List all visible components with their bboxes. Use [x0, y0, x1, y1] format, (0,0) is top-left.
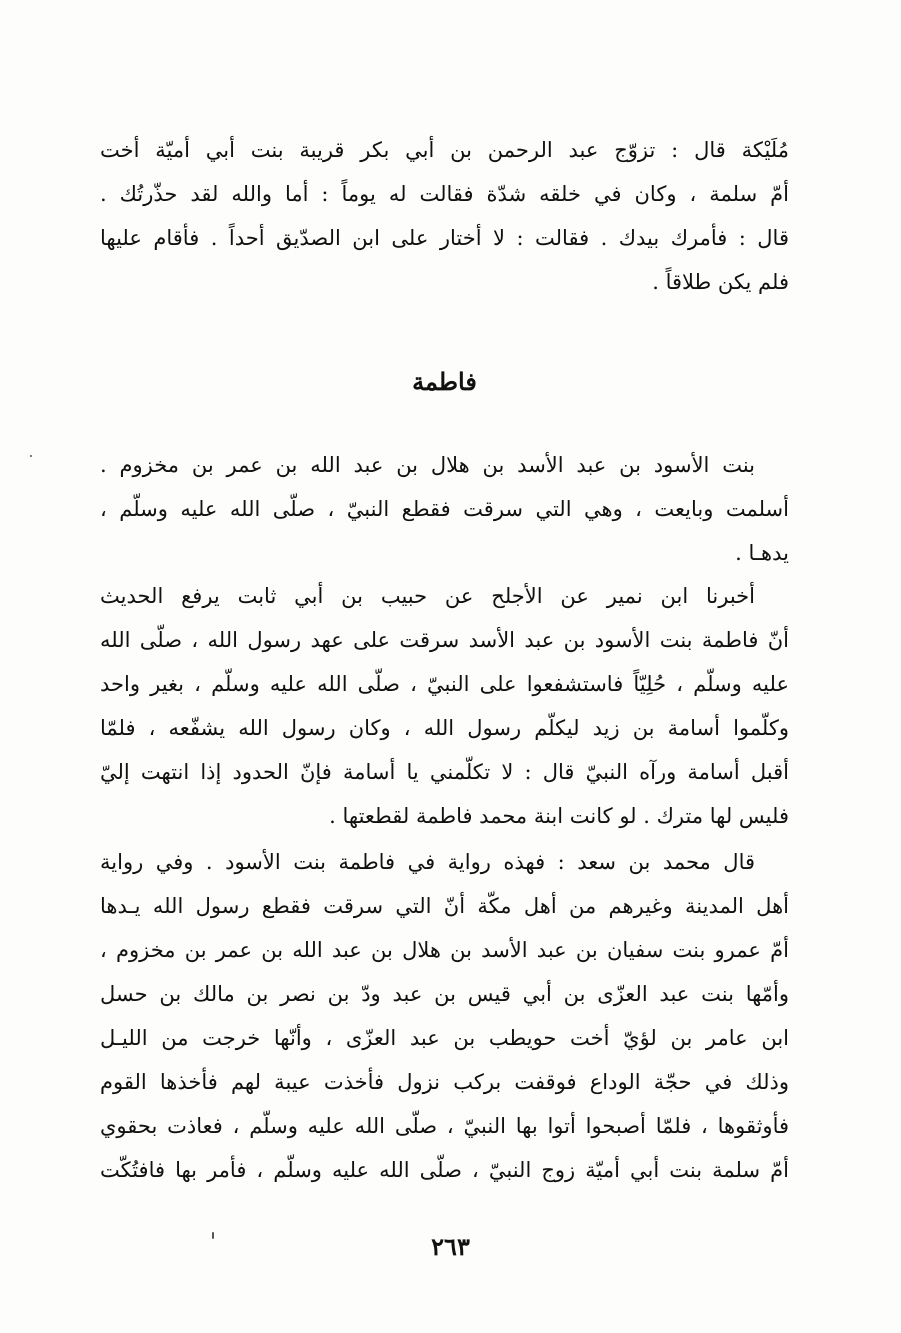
text-line: وكلّموا أسامة بن زيد ليكلّم رسول الله ، وكان رسول الله يشفّعه ، فلمّا	[100, 716, 789, 740]
text-line: أمّ سلمة ، وكان في خلقه شدّة فقالت له يوماً : أما والله لقد حذّرتُك .	[100, 182, 789, 206]
text-line: أهل المدينة وغيرهم من أهل مكّة أنّ التي سرقت فقطع رسول الله يـدها	[100, 894, 789, 918]
text-line: قال محمد بن سعد : فهذه رواية في فاطمة بنت الأسود . وفي رواية	[100, 850, 755, 874]
text-line: وأمّها بنت عبد العزّى بن أبي قيس بن عبد ودّ بن نصر بن مالك بن حسل	[100, 982, 789, 1006]
text-line: وذلك في حجّة الوداع فوقفت بركب نزول فأخذت عيبة لهم فأخذها القوم	[100, 1070, 789, 1094]
top-paragraph	[100, 128, 789, 304]
text-line: بنت الأسود بن عبد الأسد بن هلال بن عبد الله بن عمر بن مخزوم .	[100, 453, 755, 477]
text-line: يدهـا .	[735, 541, 789, 565]
text-line: ابن عامر بن لؤيّ أخت حويطب بن عبد العزّى ، وأنّها خرجت من الليـل	[100, 1026, 789, 1050]
scan-speck	[212, 1232, 214, 1239]
text-line: أمّ سلمة بنت أبي أميّة زوج النبيّ ، صلّى الله عليه وسلّم ، فأمر بها فافتُكّت	[100, 1158, 789, 1182]
hadith-paragraph	[100, 574, 789, 838]
text-line: مُلَيْكة قال : تزوّج عبد الرحمن بن أبي بكر قريبة بنت أبي أميّة أخت	[100, 138, 789, 162]
text-line: أنّ فاطمة بنت الأسود بن عبد الأسد سرقت على عهد رسول الله ، صلّى الله	[100, 628, 789, 652]
text-line: أقبل أسامة ورآه النبيّ قال : لا تكلّمني يا أسامة فإنّ الحدود إذا انتهت إليّ	[100, 760, 789, 784]
text-line: أسلمت وبايعت ، وهي التي سرقت فقطع النبيّ ، صلّى الله عليه وسلّم ،	[100, 497, 789, 521]
text-line: فليس لها مترك . لو كانت ابنة محمد فاطمة لقطعتها .	[329, 804, 789, 828]
scan-speck	[30, 455, 32, 457]
text-line: فأوثقوها ، فلمّا أصبحوا أتوا بها النبيّ ، صلّى الله عليه وسلّم ، فعاذت بحقوي	[100, 1114, 789, 1138]
page-number: ٢٦٣	[431, 1232, 470, 1261]
biography-paragraph	[100, 443, 789, 575]
section-title: فاطمة	[412, 367, 477, 396]
ibn-saad-paragraph	[100, 840, 789, 1192]
text-line: عليه وسلّم ، حُلِيّاً فاستشفعوا على النبيّ ، صلّى الله عليه وسلّم ، بغير واحد	[100, 672, 789, 696]
text-line: فلم يكن طلاقاً .	[652, 270, 789, 294]
text-line: أخبرنا ابن نمير عن الأجلح عن حبيب بن أبي ثابت يرفع الحديث	[100, 584, 755, 608]
text-line: قال : فأمرك بيدك . فقالت : لا أختار على ابن الصدّيق أحداً . فأقام عليها	[100, 226, 789, 250]
text-line: أمّ عمرو بنت سفيان بن عبد الأسد بن هلال بن عبد الله بن عمر بن مخزوم ،	[100, 938, 789, 962]
